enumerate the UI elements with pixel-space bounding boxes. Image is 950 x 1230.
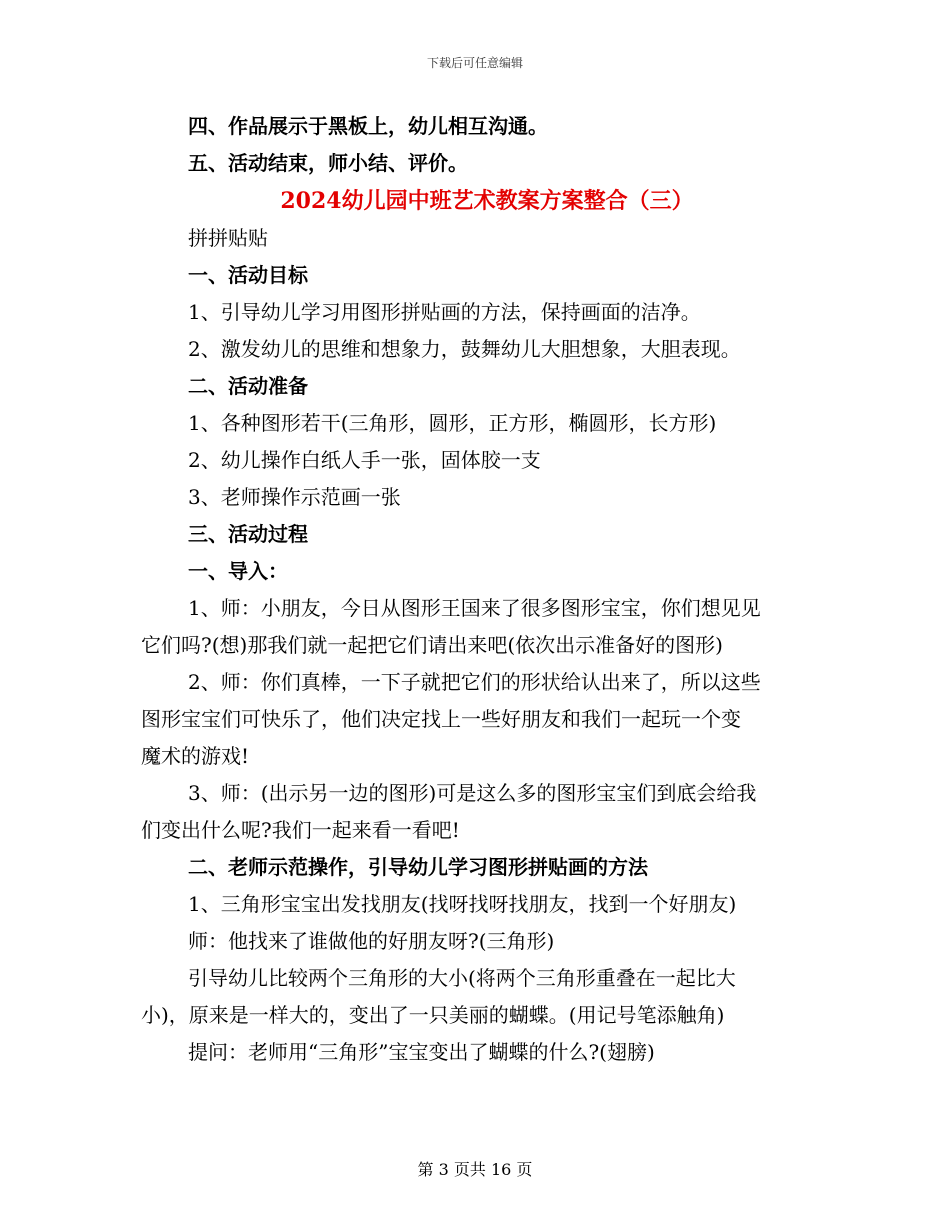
heading-preparation: 二、活动准备 (188, 374, 308, 398)
paragraph-line: 图形宝宝们可快乐了，他们决定找上一些好朋友和我们一起玩一个变 (141, 707, 741, 731)
heading-goals: 一、活动目标 (188, 263, 308, 287)
subheading-demo: 二、老师示范操作，引导幼儿学习图形拼贴画的方法 (188, 855, 648, 879)
paragraph-line: 3、师：(出示另一边的图形)可是这么多的图形宝宝们到底会给我 (188, 781, 757, 805)
paragraph-line: 师：他找来了谁做他的好朋友呀?(三角形) (188, 929, 555, 953)
goal-2: 2、激发幼儿的思维和想象力，鼓舞幼儿大胆想象，大胆表现。 (188, 337, 741, 361)
prep-2: 2、幼儿操作白纸人手一张，固体胶一支 (188, 448, 541, 472)
document-body (141, 108, 813, 1071)
paragraph-line: 小)，原来是一样大的，变出了一只美丽的蝴蝶。(用记号笔添触角) (141, 1003, 725, 1027)
subheading-intro: 一、导入： (188, 559, 288, 583)
goal-1: 1、引导幼儿学习用图形拼贴画的方法，保持画面的洁净。 (188, 300, 701, 324)
paragraph-line: 2、师：你们真棒，一下子就把它们的形状给认出来了，所以这些 (188, 670, 761, 694)
prep-3: 3、老师操作示范画一张 (188, 485, 401, 509)
step-5: 五、活动结束，师小结、评价。 (188, 151, 468, 175)
prep-1: 1、各种图形若干(三角形，圆形，正方形，椭圆形，长方形) (188, 411, 717, 435)
paragraph-line: 1、师：小朋友，今日从图形王国来了很多图形宝宝，你们想见见 (188, 596, 761, 620)
paragraph-line: 们变出什么呢?我们一起来看一看吧! (141, 818, 460, 842)
paragraph-line: 提问：老师用“三角形”宝宝变出了蝴蝶的什么?(翅膀) (188, 1040, 655, 1064)
heading-process: 三、活动过程 (188, 522, 308, 546)
page-header: 下载后可任意编辑 (426, 56, 523, 70)
lesson-name: 拼拼贴贴 (188, 226, 268, 250)
paragraph-line: 魔术的游戏! (141, 744, 250, 768)
paragraph-line: 它们吗?(想)那我们就一起把它们请出来吧(依次出示准备好的图形) (141, 633, 723, 657)
step-4: 四、作品展示于黑板上，幼儿相互沟通。 (188, 114, 548, 138)
paragraph-line: 1、三角形宝宝出发找朋友(找呀找呀找朋友，找到一个好朋友) (188, 892, 737, 916)
section-title: 2024幼儿园中班艺术教案方案整合（三） (280, 188, 694, 214)
page-footer: 第 3 页共 16 页 (417, 1160, 533, 1179)
paragraph-line: 引导幼儿比较两个三角形的大小(将两个三角形重叠在一起比大 (188, 966, 736, 990)
